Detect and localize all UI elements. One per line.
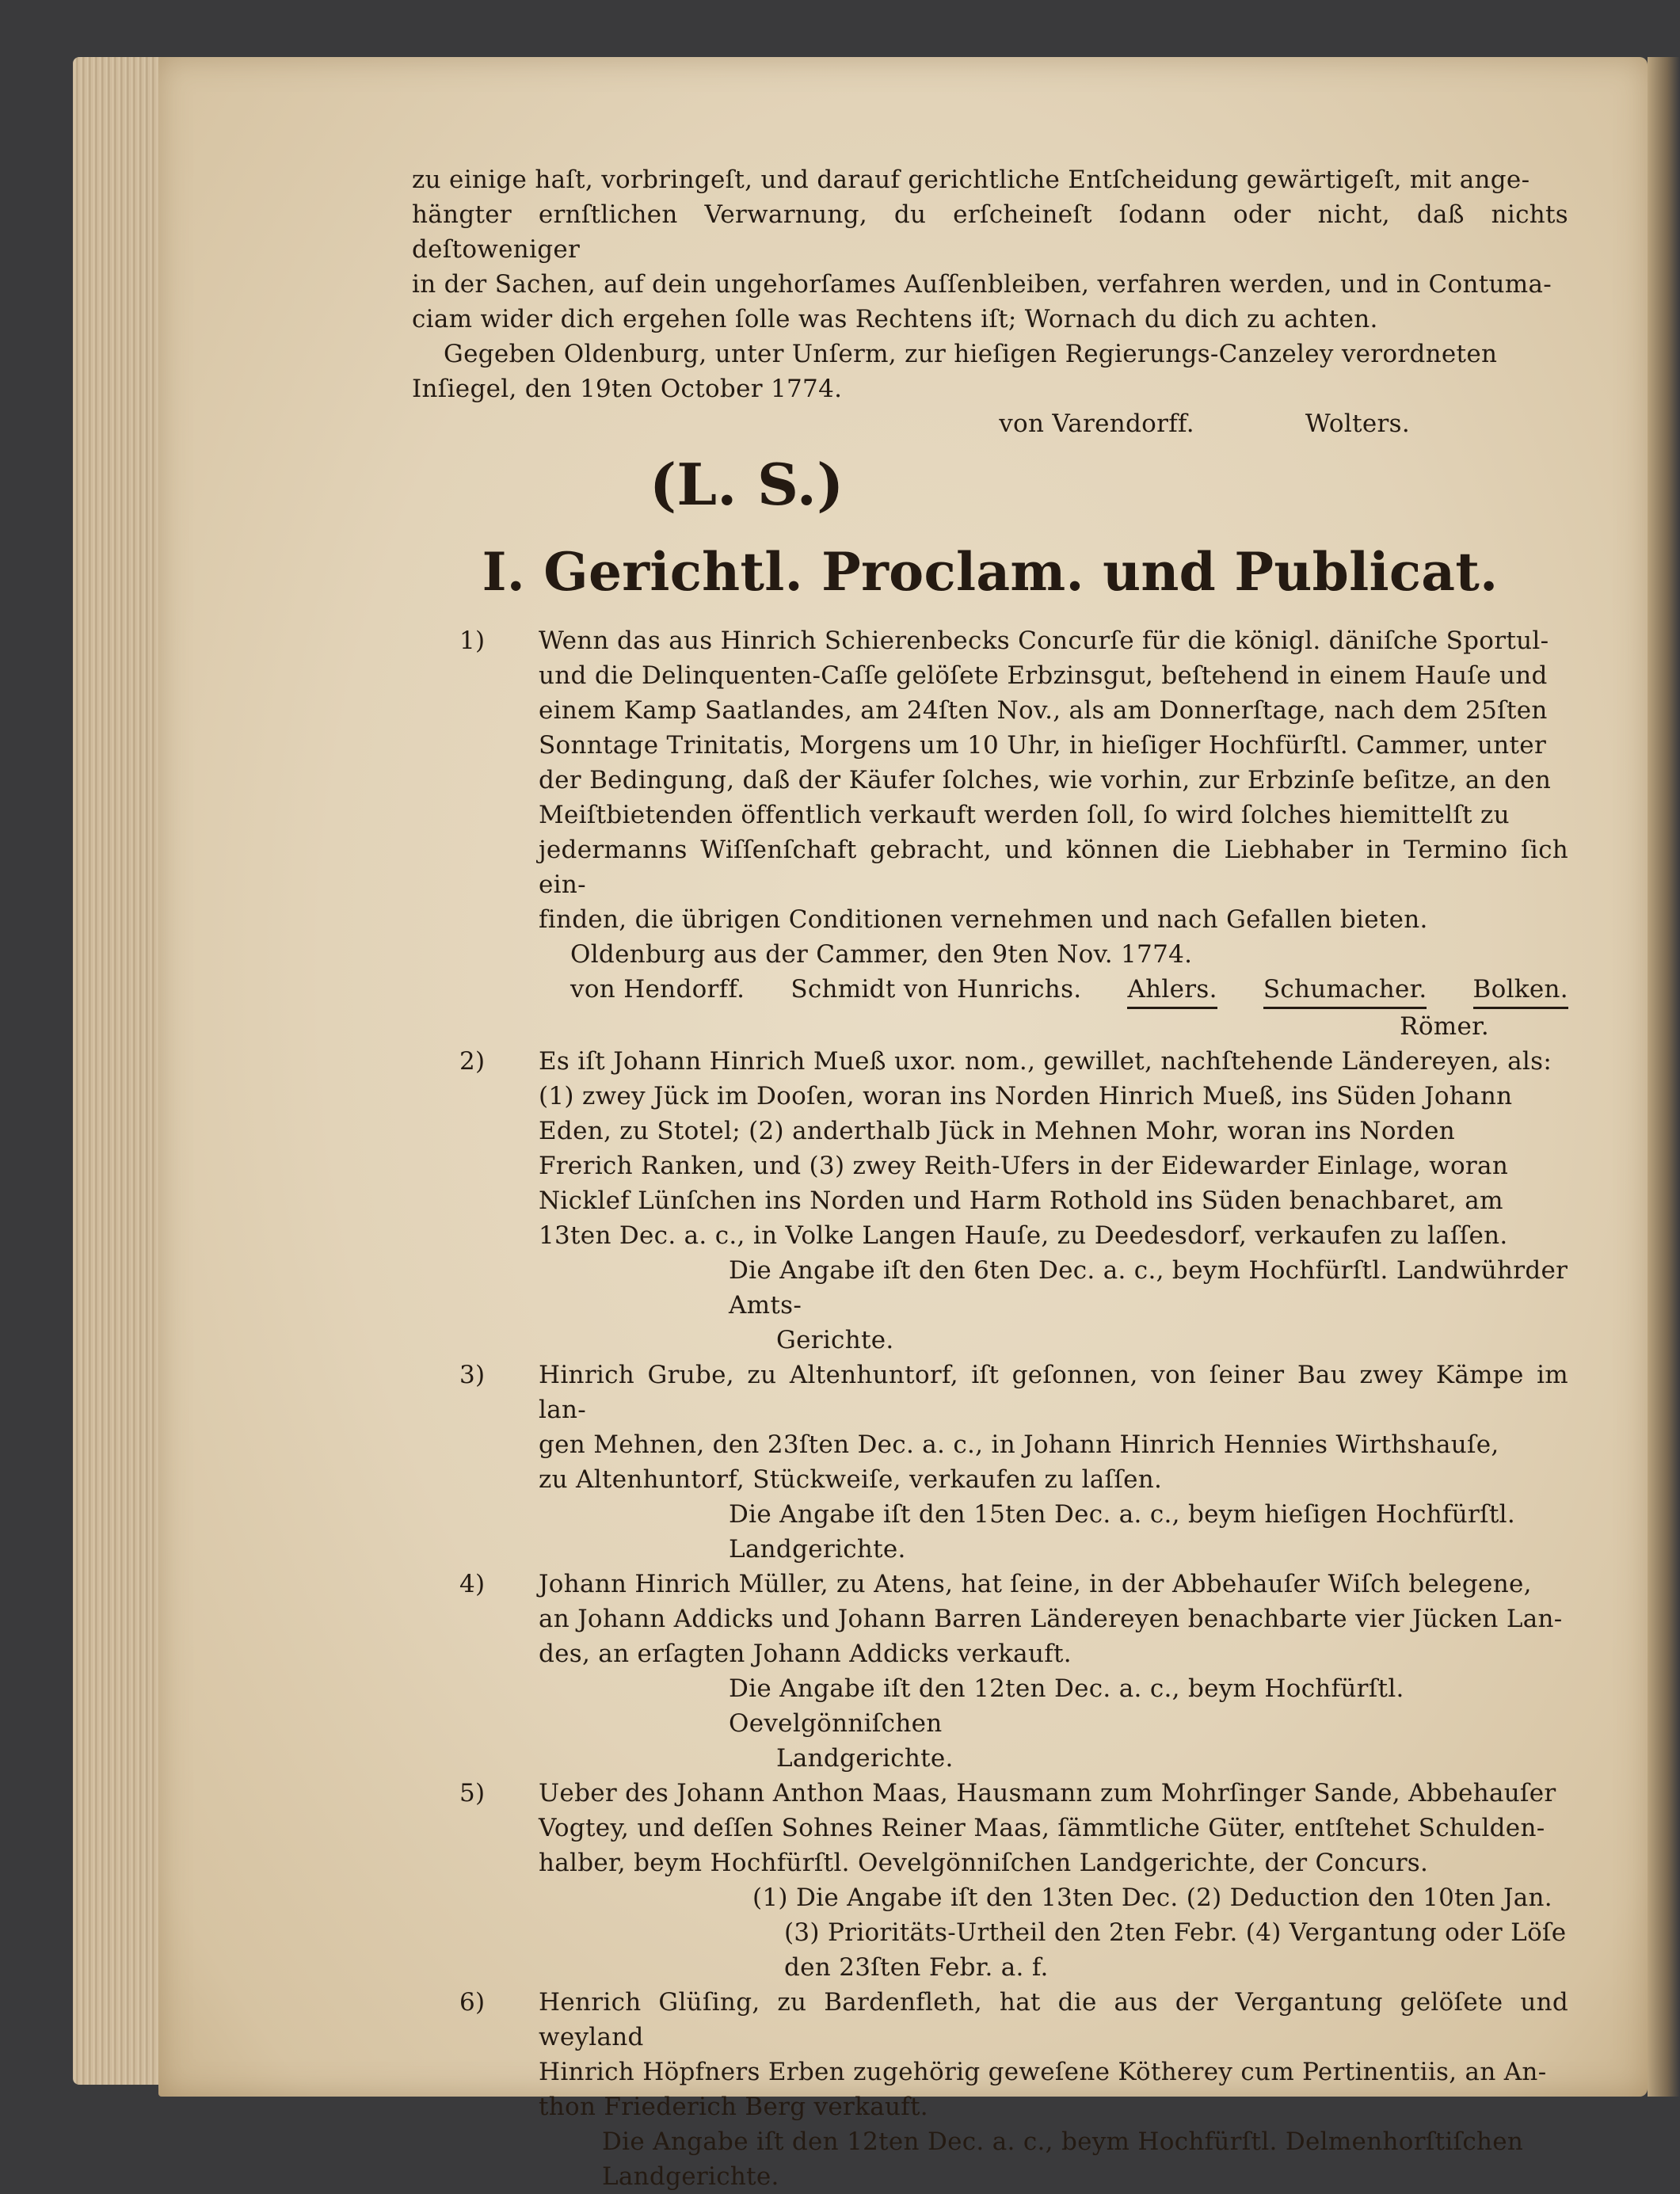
entry-number: 3) [459, 1361, 486, 1389]
book-spine [1648, 57, 1680, 2097]
text-line: halber, beym Hochfürſtl. Oevelgönniſchen Landgerichte, der Concurs. [539, 1849, 1429, 1877]
signer-name: von Hendorff. [570, 975, 745, 1004]
signer-name: Wolters. [1305, 409, 1410, 438]
proclamation-entry [412, 1985, 1568, 2194]
text-line: Henrich Glüſing, zu Bardenfleth, hat die aus der Vergantung gelöſete und weyland [539, 1988, 1568, 2051]
text-line: Landgerichte. [602, 2162, 779, 2191]
text-line: Landgerichte. [776, 1744, 954, 1773]
text-line: des, an erſagten Johann Addicks verkauft. [539, 1640, 1072, 1668]
entry-number: 4) [459, 1570, 486, 1598]
signer-name: Schmidt von Hunrichs. [790, 975, 1082, 1004]
text-line: 13ten Dec. a. c., in Volke Langen Hauſe, zu Deedesdorf, verkaufen zu laſſen. [539, 1221, 1508, 1250]
text-line: Frerich Ranken, und (3) zwey Reith-Ufers in der Eidewarder Einlage, woran [539, 1152, 1509, 1180]
opening-signers [412, 406, 1568, 441]
text-line: den 23ſten Febr. a. f. [784, 1953, 1049, 1982]
text-line: in der Sachen, auf dein ungehorſames Auſſenbleiben, verfahren werden, und in Contuma- [412, 270, 1552, 299]
text-line: hängter ernſtlichen Verwarnung, du erſcheineſt ſodann oder nicht, daß nichts deſtoweniger [412, 200, 1568, 264]
entry-body [539, 1776, 1568, 1880]
text-line: (1) zwey Jück im Dooſen, woran ins Norden Hinrich Mueß, ins Süden Johann [539, 1082, 1513, 1110]
text-line: der Bedingung, daß der Käufer ſolches, wie vorhin, zur Erbzinſe beſitze, an den [539, 766, 1552, 794]
signer-name: Schumacher. [1263, 972, 1427, 1009]
text-line: an Johann Addicks und Johann Barren Ländereyen benachbarte vier Jücken Lan- [539, 1605, 1563, 1633]
entry-note [539, 1671, 1568, 1776]
signer-name: Römer. [1400, 1012, 1489, 1041]
text-line: gen Mehnen, den 23ſten Dec. a. c., in Johann Hinrich Hennies Wirthshauſe, [539, 1430, 1499, 1459]
text-line: thon Friederich Berg verkauft. [539, 2093, 928, 2121]
text-line: jedermanns Wiſſenſchaft gebracht, und können die Liebhaber in Termino ſich ein- [539, 836, 1568, 899]
text-line: einem Kamp Saatlandes, am 24ſten Nov., als am Donnerſtage, nach dem 25ſten [539, 696, 1548, 725]
text-line: Es iſt Johann Hinrich Mueß uxor. nom., gewillet, nachſtehende Ländereyen, als: [539, 1047, 1552, 1076]
signer-name: von Varendorff. [999, 409, 1194, 438]
entry-number: 5) [459, 1779, 486, 1807]
text-line: (1) Die Angabe iſt den 13ten Dec. (2) Deduction den 10ten Jan. [752, 1884, 1552, 1912]
text-line: Gegeben Oldenburg, unter Unſerm, zur hieſigen Regierungs-Canzeley verordneten [444, 340, 1498, 368]
entry-body [539, 1358, 1568, 1497]
text-line: Gerichte. [776, 1326, 894, 1354]
seal-mark: (L. S.) [650, 451, 844, 518]
entry-body [539, 1985, 1568, 2124]
page-text [412, 162, 1568, 2194]
text-line: Die Angabe iſt den 12ten Dec. a. c., beym Hochfürſtl. Oevelgönniſchen [729, 1674, 1404, 1738]
text-line: Vogtey, und deſſen Sohnes Reiner Maas, ſämmtliche Güter, entſtehet Schulden- [539, 1814, 1545, 1842]
signer-name: Bolken. [1473, 972, 1568, 1009]
text-line: Johann Hinrich Müller, zu Atens, hat ſeine, in der Abbehauſer Wiſch belegene, [539, 1570, 1532, 1598]
text-line: ciam wider dich ergehen ſolle was Rechtens iſt; Wornach du dich zu achten. [412, 305, 1378, 333]
text-line: Die Angabe iſt den 15ten Dec. a. c., beym hieſigen Hochfürſtl. Landgerichte. [729, 1500, 1516, 1564]
entry-body [539, 1044, 1568, 1253]
text-line: Sonntage Trinitatis, Morgens um 10 Uhr, in hieſiger Hochfürſtl. Cammer, unter [539, 731, 1547, 760]
text-line: (3) Prioritäts-Urtheil den 2ten Febr. (4) Vergantung oder Löſe [784, 1918, 1567, 1947]
entry-note [539, 1253, 1568, 1358]
text-line: Meiſtbietenden öffentlich verkauft werden ſoll, ſo wird ſolches hiemittelſt zu [539, 801, 1510, 829]
text-line: Wenn das aus Hinrich Schierenbecks Concurſe für die königl. däniſche Sportul- [539, 627, 1549, 655]
proclamation-entry [412, 1567, 1568, 1776]
proclamation-entry [412, 1776, 1568, 1985]
text-line: Die Angabe iſt den 6ten Dec. a. c., beym Hochfürſtl. Landwührder Amts- [729, 1256, 1568, 1320]
text-line: Eden, zu Stotel; (2) anderthalb Jück in Mehnen Mohr, woran ins Norden [539, 1117, 1455, 1145]
entry-number: 1) [459, 627, 486, 655]
entry-note [539, 2124, 1568, 2194]
entry-body [539, 623, 1568, 972]
text-line: Ueber des Johann Anthon Maas, Hausmann zum Mohrſinger Sande, Abbehauſer [539, 1779, 1556, 1807]
text-line: Hinrich Grube, zu Altenhuntorf, iſt geſonnen, von ſeiner Bau zwey Kämpe im lan- [539, 1361, 1568, 1424]
text-line: Hinrich Höpfners Erben zugehörig geweſene Kötherey cum Pertinentiis, an An- [539, 2058, 1547, 2086]
section-heading: I. Gerichtl. Proclam. und Publicat. [482, 541, 1499, 603]
entry-signers [539, 972, 1568, 1009]
text-line: Nicklef Lünſchen ins Norden und Harm Rothold ins Süden benachbaret, am [539, 1187, 1503, 1215]
opening-paragraph [412, 162, 1568, 406]
text-line: Inſiegel, den 19ten October 1774. [412, 375, 843, 403]
signer-name: Ahlers. [1127, 972, 1217, 1009]
entry-body [539, 1567, 1568, 1671]
text-line: Die Angabe iſt den 12ten Dec. a. c., beym Hochfürſtl. Delmenhorſtiſchen [602, 2127, 1524, 2156]
text-line: finden, die übrigen Conditionen vernehmen und nach Gefallen bieten. [539, 905, 1428, 934]
date-line: Oldenburg aus der Cammer, den 9ten Nov. 1774. [570, 940, 1193, 969]
proclamation-entry [412, 1044, 1568, 1358]
proclamation-entry [412, 1358, 1568, 1567]
entry-note [539, 1497, 1568, 1567]
proclamation-entry [412, 623, 1568, 1044]
entry-number: 2) [459, 1047, 486, 1076]
text-line: und die Delinquenten-Caſſe gelöſete Erbzinsgut, beſtehend in einem Hauſe und [539, 661, 1548, 690]
entry-note [539, 1880, 1568, 1985]
entry-number: 6) [459, 1988, 486, 2017]
text-line: zu Altenhuntorf, Stückweiſe, verkaufen zu laſſen. [539, 1465, 1163, 1494]
text-line: zu einige haſt, vorbringeſt, und darauf gerichtliche Entſcheidung gewärtigeſt, mit ange- [412, 166, 1530, 194]
